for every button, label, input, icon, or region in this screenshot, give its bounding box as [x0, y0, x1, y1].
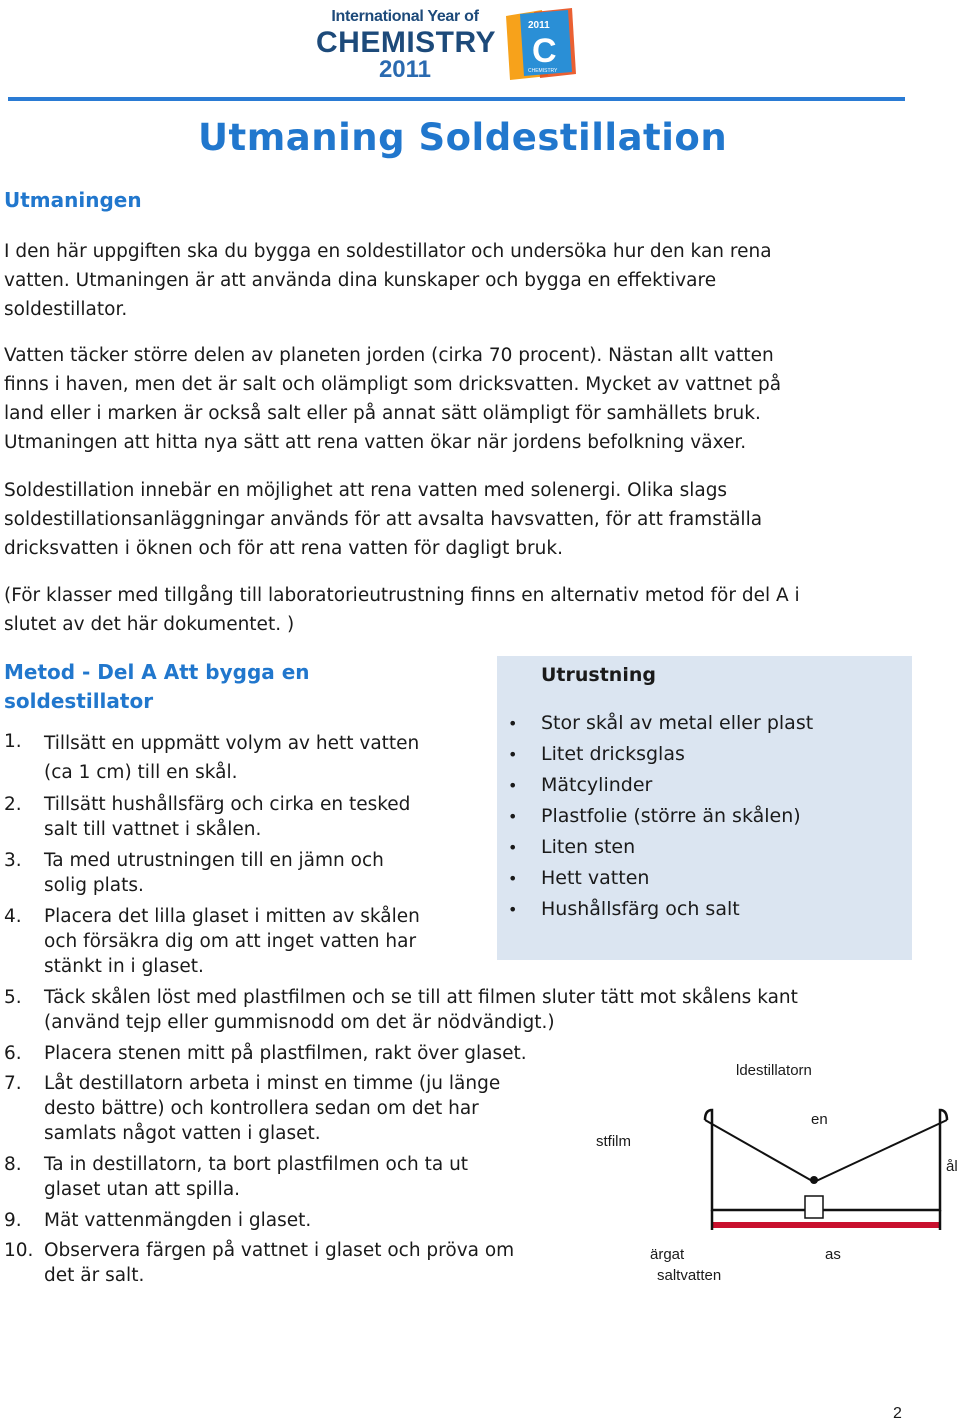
background-paragraph: Vatten täcker större delen av planeten jorden (cirka 70 procent). Nästan allt vatten finns i haven, men det är salt och olämpligt som dricksvatten. Mycket av vattnet på land eller i marken är också salt eller på annat sätt olämpligt för samhällets bruk. Utmaningen att hitta nya sätt att rena vatten ökar när jordens befolkning växer.	[4, 345, 782, 453]
solar-paragraph: Soldestillation innebär en möjlighet att rena vatten med solenergi. Olika slags soldestillationsanläggningar används för att avsalta havsvatten, för att framställa dricksvatten i öknen och för att rena vatten för dagligt bruk.	[4, 480, 763, 559]
logo-line-3: 2011	[378, 56, 432, 83]
list-item: • Hushållsfärg och salt	[508, 898, 740, 920]
intro-paragraph: I den här uppgiften ska du bygga en soldestillator och undersöka hur den kan rena vatten. Utmaningen är att använda dina kunskaper och bygga en effektivare soldestillator.	[4, 241, 772, 320]
equipment-box	[497, 656, 912, 960]
list-item: • Liten sten	[508, 836, 636, 858]
logo-line-2: CHEMISTRY	[316, 26, 497, 59]
figure-title-label: ldestillatorn	[736, 1062, 812, 1079]
page-number: 2	[893, 1405, 902, 1422]
figure-glass-label: as	[825, 1246, 841, 1263]
iyc-logo	[316, 4, 614, 84]
figure-film-label: stfilm	[596, 1133, 631, 1150]
equipment-list	[497, 708, 813, 925]
figure-stone-label: en	[811, 1111, 828, 1128]
plastic-film-line	[705, 1120, 947, 1182]
figure-colored-label: ärgat	[650, 1246, 685, 1263]
list-item: • Litet dricksglas	[508, 743, 685, 765]
equipment-title: Utrustning	[541, 664, 656, 686]
list-item: • Stor skål av metal eller plast	[508, 712, 814, 734]
salt-water-bar	[712, 1222, 940, 1228]
method-heading: Metod - Del A Att bygga en soldestillator	[4, 660, 310, 713]
logo-line-1: International Year of	[331, 8, 479, 25]
stone-dot	[810, 1176, 818, 1184]
list-item: • Hett vatten	[508, 867, 650, 889]
figure-bowl-label: ål	[946, 1158, 958, 1175]
page-title: Utmaning Soldestillation	[198, 116, 728, 159]
svg-text:CHEMISTRY: CHEMISTRY	[528, 68, 558, 74]
svg-text:C: C	[532, 32, 557, 70]
header-rule	[8, 97, 905, 101]
glass-shape	[805, 1196, 823, 1218]
chemistry-badge-icon	[502, 6, 612, 82]
note-paragraph: (För klasser med tillgång till laboratorieutrustning finns en alternativ metod för del A i slutet av det här dokumentet. )	[4, 585, 800, 635]
list-item: • Mätcylinder	[508, 774, 653, 796]
section-heading: Utmaningen	[4, 188, 142, 212]
figure-saltwater-label: saltvatten	[657, 1267, 722, 1284]
svg-text:2011: 2011	[528, 20, 550, 31]
list-item: • Plastfolie (större än skålen)	[508, 805, 801, 827]
solar-still-diagram	[660, 1090, 960, 1250]
